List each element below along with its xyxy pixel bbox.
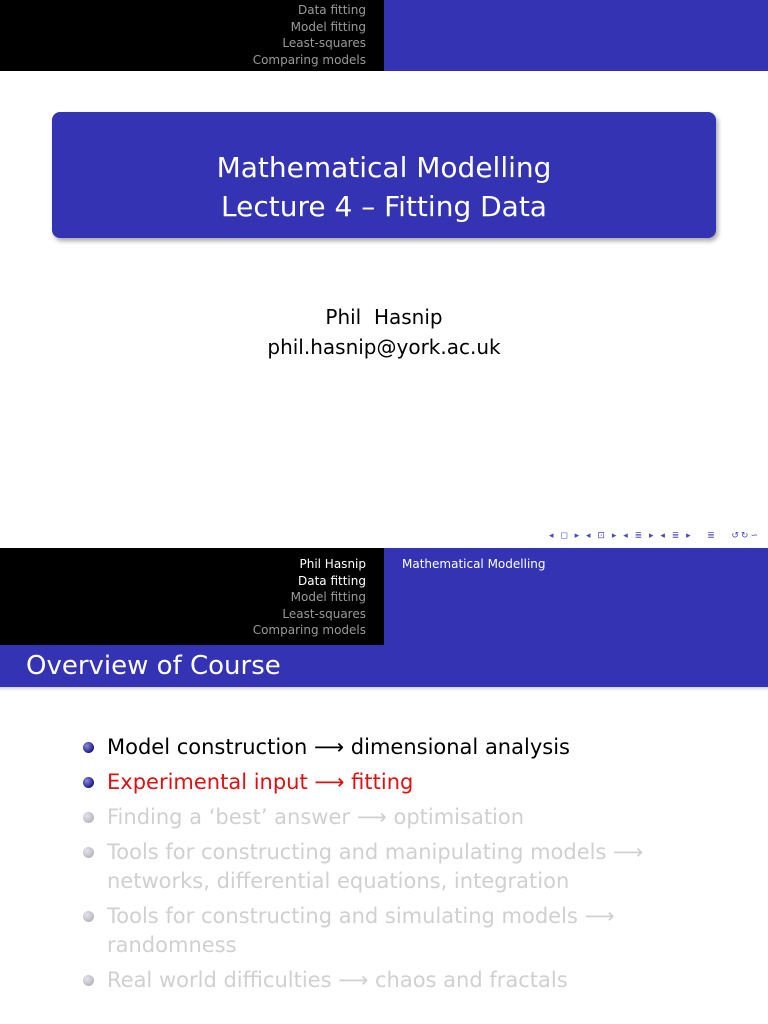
list-item	[80, 902, 680, 960]
title-block	[52, 112, 716, 238]
bullet-ball-icon	[83, 847, 94, 858]
list-item-text: Model construction ⟶ dimensional analysis	[107, 735, 570, 759]
bullet-ball-icon	[83, 812, 94, 823]
frame-title-text: Overview of Course	[26, 651, 281, 681]
slide-header	[0, 548, 768, 645]
author-name: Phil Hasnip	[325, 305, 443, 329]
course-overview-list	[80, 733, 680, 1001]
list-item-text: Tools for constructing and manipulating models ⟶ networks, differential equations, integration	[107, 840, 644, 893]
slide-title-line1: Mathematical Modelling	[216, 151, 552, 184]
nav-section-comparing-models[interactable]: Comparing models	[252, 623, 366, 637]
author-block	[0, 302, 768, 362]
overview-slide	[0, 548, 768, 1024]
section-nav	[0, 548, 384, 645]
nav-section-comparing-models[interactable]: Comparing models	[252, 52, 366, 67]
list-item-text: Real world difficulties ⟶ chaos and fractals	[107, 968, 568, 992]
header-title: Mathematical Modelling	[402, 557, 546, 571]
nav-section-data-fitting[interactable]: Data fitting	[298, 3, 366, 17]
list-item	[80, 733, 680, 762]
slide-header	[0, 0, 768, 71]
list-item	[80, 768, 680, 797]
nav-section-least-squares[interactable]: Least-squares	[282, 606, 366, 621]
header-author: Phil Hasnip	[299, 557, 366, 571]
bullet-ball-icon	[83, 742, 94, 753]
bullet-ball-icon	[83, 777, 94, 788]
list-item-text: Tools for constructing and simulating models ⟶ randomness	[107, 904, 615, 957]
nav-section-model-fitting[interactable]: Model fitting	[290, 590, 366, 604]
beamer-navigation-bar[interactable]: ◂ ◻ ▸ ◂ ⊡ ▸ ◂ ≣ ▸ ◂ ≣ ▸ ≣ ↺↻∽	[548, 531, 760, 541]
header-title-area	[384, 548, 768, 645]
list-item-text: Finding a ‘best’ answer ⟶ optimisation	[107, 805, 525, 829]
bullet-ball-icon	[83, 975, 94, 986]
list-item	[80, 966, 680, 995]
bullet-ball-icon	[83, 911, 94, 922]
nav-section-least-squares[interactable]: Least-squares	[282, 36, 366, 50]
list-item	[80, 803, 680, 832]
header-title-area	[384, 0, 768, 71]
section-nav	[0, 0, 384, 71]
frame-title-shadow	[0, 687, 768, 691]
list-item-text: Experimental input ⟶ fitting	[107, 770, 414, 794]
frame-title	[0, 645, 768, 687]
nav-section-data-fitting[interactable]: Data fitting	[298, 573, 366, 588]
list-item	[80, 838, 680, 896]
slide-title-line2: Lecture 4 – Fitting Data	[221, 190, 547, 223]
nav-section-model-fitting[interactable]: Model fitting	[290, 19, 366, 34]
author-email: phil.hasnip@york.ac.uk	[267, 335, 501, 359]
